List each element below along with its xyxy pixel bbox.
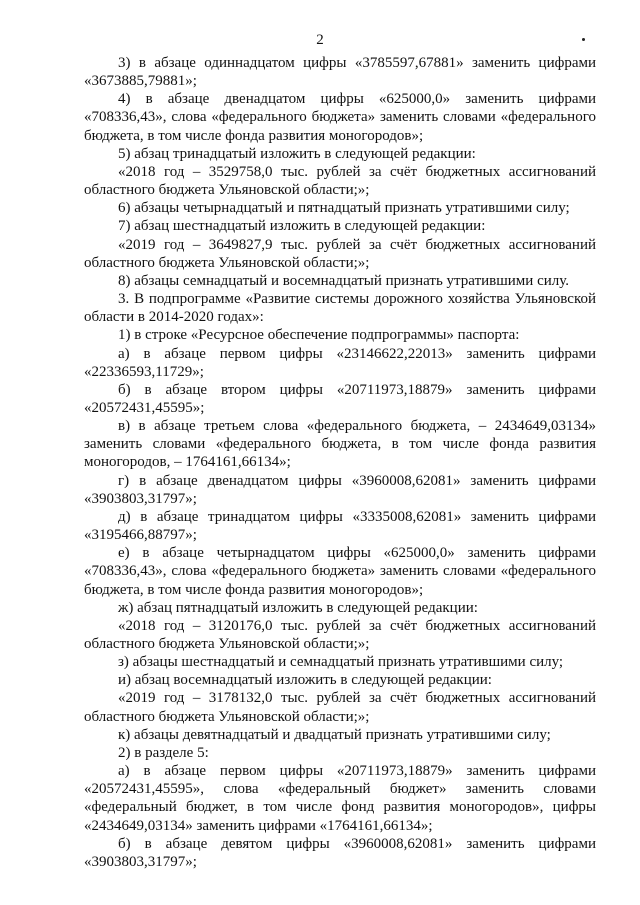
paragraph: ж) абзац пятнадцатый изложить в следующей редакции: [118,599,478,616]
paragraph: «2018 год – 3529758,0 тыс. рублей за счёт бюджетных ассигнований областного бюджета Ульяновской области;»; [84,163,596,199]
document-body [84,54,596,871]
paragraph: з) абзацы шестнадцатый и семнадцатый признать утратившими силу; [118,654,564,671]
paragraph: 4) в абзаце двенадцатом цифры «625000,0» заменить цифрами «708336,43», слова «федерального бюджета» заменить словами «федерального бюджета, в том числе фонда развития моногородов»; [84,91,596,144]
paragraph: 7) абзац шестнадцатый изложить в следующей редакции: [118,218,486,235]
paragraph: «2019 год – 3178132,0 тыс. рублей за счёт бюджетных ассигнований областного бюджета Ульяновской области;»; [84,690,596,725]
paragraph: б) в абзаце втором цифры «20711973,18879» заменить цифрами «20572431,45595»; [84,381,596,416]
paragraph: а) в абзаце первом цифры «20711973,18879» заменить цифрами «20572431,45595», слова «федеральный бюджет» заменить словами «федеральный бюджет, в том числе фонд развития моногородов», цифры «2434649,03134» заменить цифрами «1764161,66134»; [84,763,596,834]
page-number: 2 [316,32,324,48]
paragraph: 3) в абзаце одиннадцатом цифры «3785597,67881» заменить цифрами «3673885,79881»; [84,55,596,90]
paragraph: 3. В подпрограмме «Развитие системы дорожного хозяйства Ульяновской области в 2014-2020 годах»: [84,291,596,326]
paragraph: к) абзацы девятнадцатый и двадцатый признать утратившими силу; [118,726,551,743]
scan-speck [582,38,585,41]
paragraph: в) в абзаце третьем слова «федерального бюджета, – 2434649,03134» заменить словами «федерального бюджета, в том числе фонда развития моногородов, – 1764161,66134»; [84,418,596,471]
paragraph: е) в абзаце четырнадцатом цифры «625000,0» заменить цифрами «708336,43», слова «федерального бюджета» заменить словами «федерального бюджета, в том числе фонда развития моногородов»; [84,545,596,598]
paragraph: «2019 год – 3649827,9 тыс. рублей за счёт бюджетных ассигнований областного бюджета Ульяновской области;»; [84,236,596,271]
paragraph: «2018 год – 3120176,0 тыс. рублей за счёт бюджетных ассигнований областного бюджета Ульяновской области;»; [84,617,596,652]
paragraph: б) в абзаце девятом цифры «3960008,62081» заменить цифрами «3903803,31797»; [84,835,596,870]
paragraph: а) в абзаце первом цифры «23146622,22013» заменить цифрами «22336593,11729»; [84,345,596,380]
paragraph: 1) в строке «Ресурсное обеспечение подпрограммы» паспорта: [118,327,520,344]
paragraph: 2) в разделе 5: [118,744,209,761]
paragraph: д) в абзаце тринадцатом цифры «3335008,62081» заменить цифрами «3195466,88797»; [84,508,596,544]
paragraph: 5) абзац тринадцатый изложить в следующей редакции: [118,145,476,162]
paragraph: и) абзац восемнадцатый изложить в следующей редакции: [118,672,492,689]
paragraph: г) в абзаце двенадцатом цифры «3960008,62081» заменить цифрами «3903803,31797»; [84,472,596,507]
paragraph: 8) абзацы семнадцатый и восемнадцатый признать утратившими силу. [118,272,569,289]
paragraph: 6) абзацы четырнадцатый и пятнадцатый признать утратившими силу; [118,200,570,217]
